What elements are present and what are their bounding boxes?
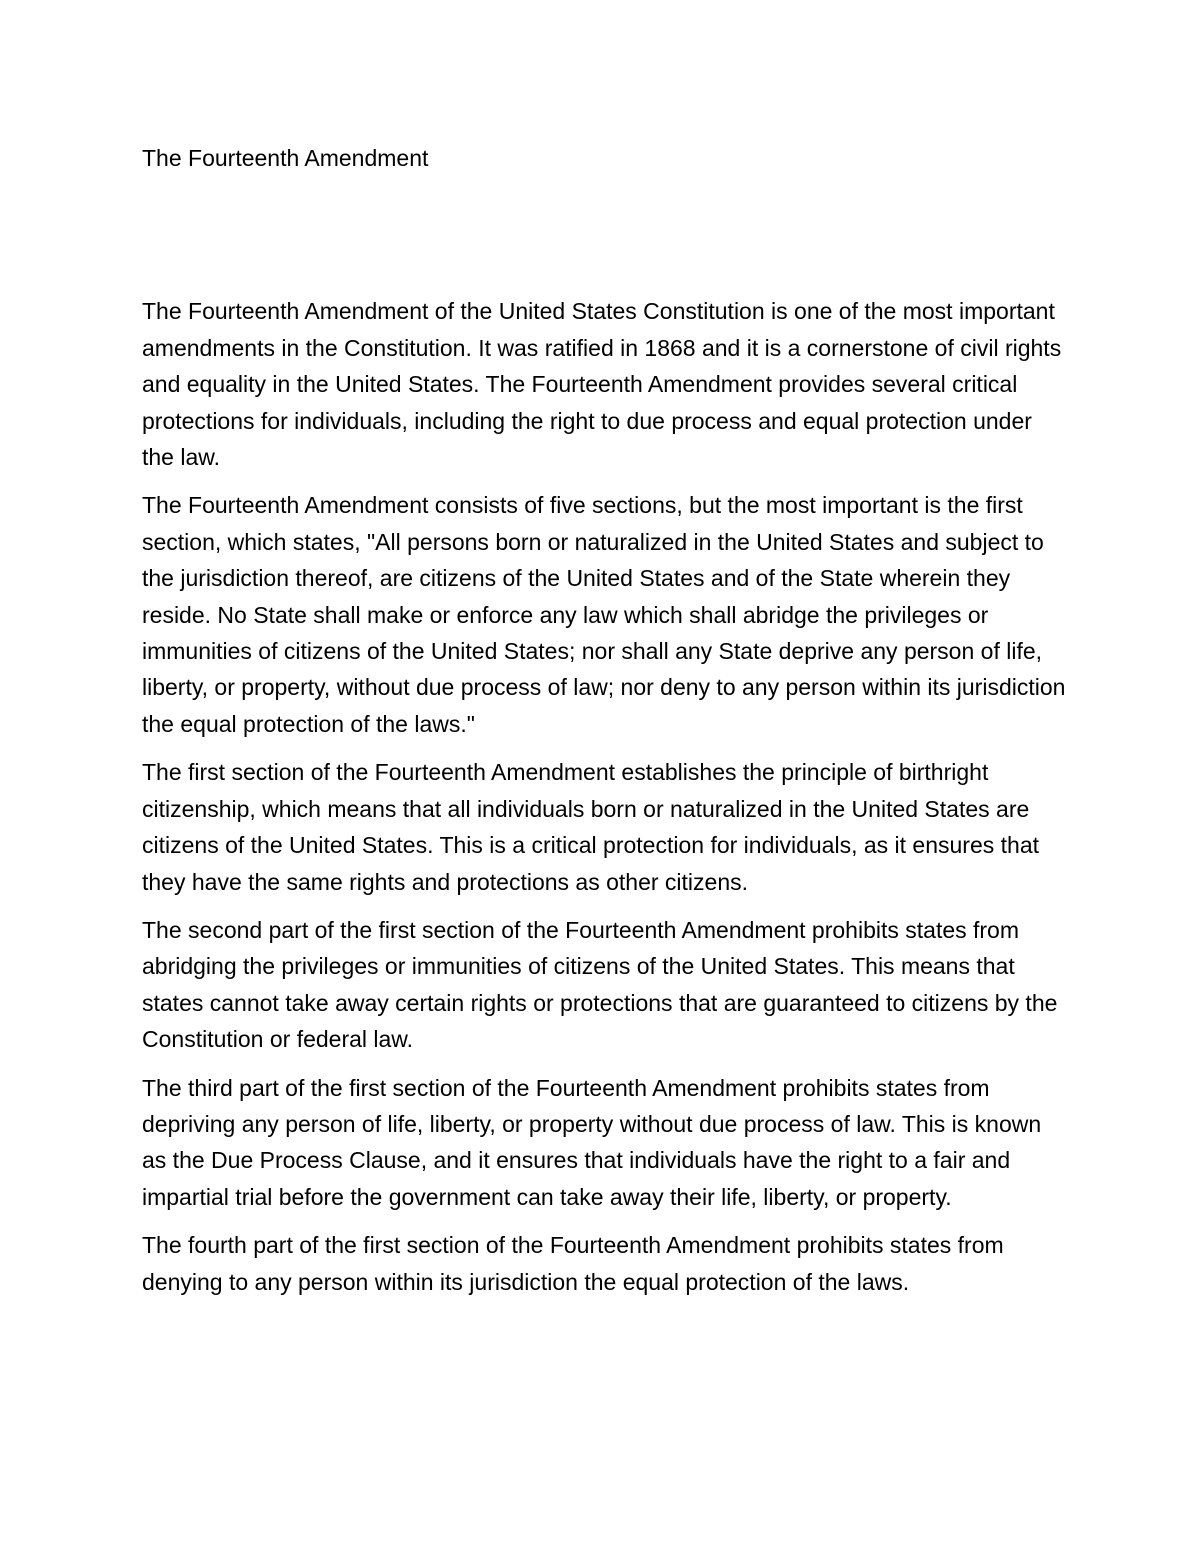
paragraph-five-sections: The Fourteenth Amendment consists of five sections, but the most important is the first section, which states, "All persons born or naturalized in the United States and subject to the jurisdiction thereof, are citizens of the United States and of the State wherein they reside. No State shall make or enforce any law which shall abridge the privileges or immunities of citizens of the United States; nor shall any State deprive any person of life, liberty, or property, without due process of law; nor deny to any person within its jurisdiction the equal protection of the laws." xyxy=(142,492,1066,737)
paragraph-birthright-citizenship: The first section of the Fourteenth Amendment establishes the principle of birthright citizenship, which means that all individuals born or naturalized in the United States are citizens of the United States. This is a critical protection for individuals, as it ensures that they have the same rights and protections as other citizens. xyxy=(142,759,1039,895)
document-title: The Fourteenth Amendment xyxy=(142,145,429,171)
title-spacing xyxy=(142,176,1067,293)
paragraph-intro: The Fourteenth Amendment of the United States Constitution is one of the most important amendments in the Constitution. It was ratified in 1868 and it is a cornerstone of civil rights and equality in the United States. The Fourteenth Amendment provides several critical protections for individuals, including the right to due process and equal protection under the law. xyxy=(142,298,1062,471)
document-body xyxy=(142,140,1067,1312)
paragraph-equal-protection: The fourth part of the first section of the Fourteenth Amendment prohibits states from denying to any person within its jurisdiction the equal protection of the laws. xyxy=(142,1232,1004,1295)
paragraph-due-process: The third part of the first section of the Fourteenth Amendment prohibits states from depriving any person of life, liberty, or property without due process of law. This is known as the Due Process Clause, and it ensures that individuals have the right to a fair and impartial trial before the government can take away their life, liberty, or property. xyxy=(142,1074,1042,1210)
paragraph-privileges-immunities: The second part of the first section of the Fourteenth Amendment prohibits states from abridging the privileges or immunities of citizens of the United States. This means that states cannot take away certain rights or protections that are guaranteed to citizens by the Constitution or federal law. xyxy=(142,916,1058,1053)
